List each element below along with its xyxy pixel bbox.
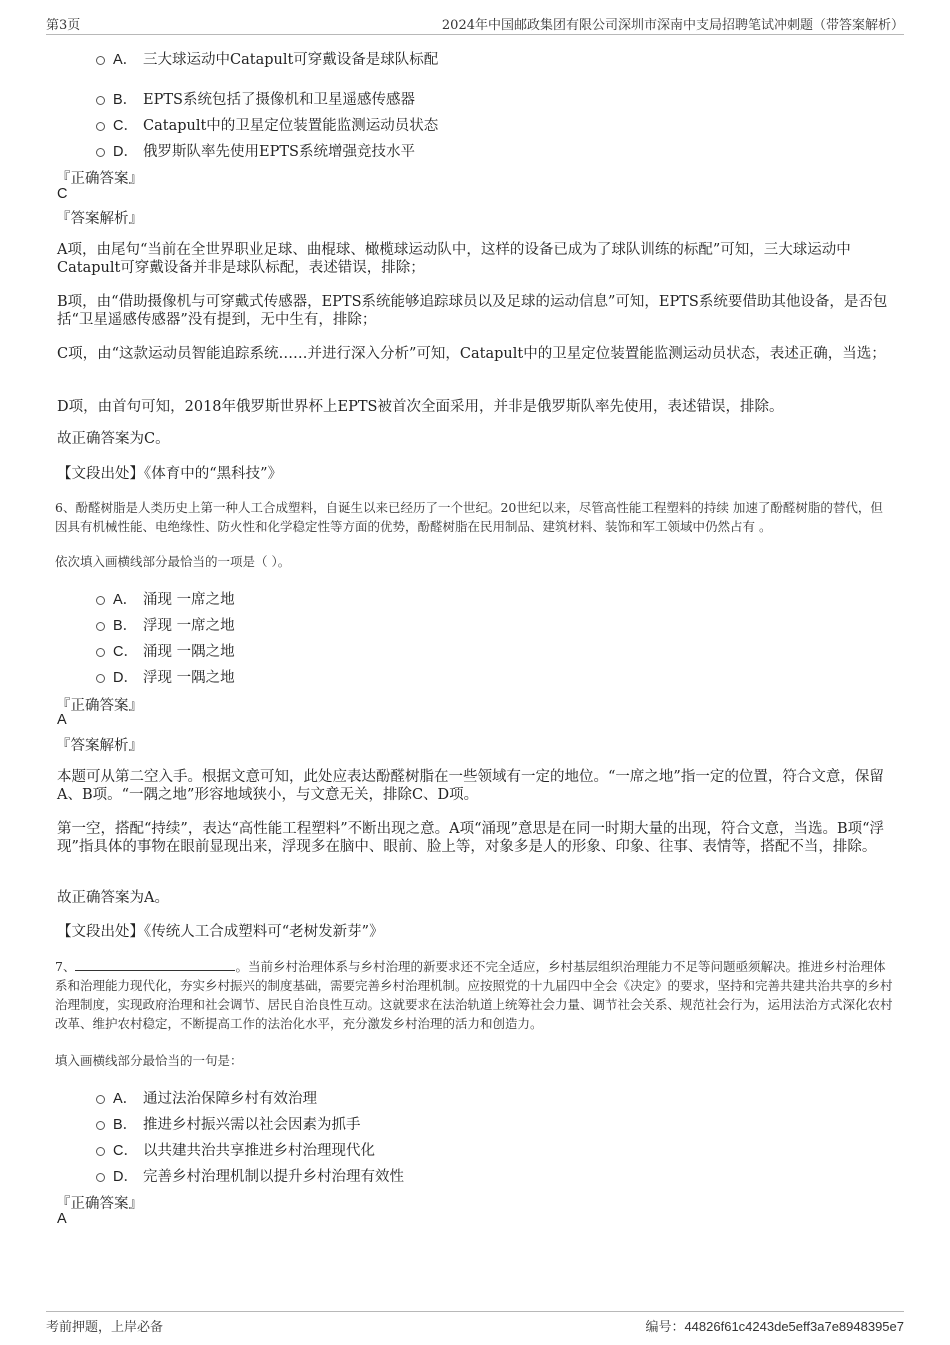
radio-icon[interactable] <box>96 674 105 683</box>
correct-answer-label: 『正确答案』 <box>56 698 143 714</box>
footer-slogan: 考前押题，上岸必备 <box>46 1320 164 1335</box>
question-7-prompt: 填入画横线部分最恰当的一句是： <box>55 1053 243 1068</box>
option-text: 以共建共治共享推进乡村治理现代化 <box>143 1143 375 1159</box>
radio-icon[interactable] <box>96 622 105 631</box>
q6-option-a[interactable]: A． 涌现 一席之地 <box>96 588 235 609</box>
analysis-paragraph: 本题可从第二空入手。根据文意可知，此处应表达酚醛树脂在一些领域有一定的地位。“一席之地”指一定的位置，符合文意，保留A、B项。“一隅之地”形容地域狭小，与文意无关，排除C、D项。 <box>57 769 884 803</box>
analysis-paragraph: 第一空，搭配“持续”，表达“高性能工程塑料”不断出现之意。A项“涌现”意思是在同一时期大量的出现，符合文意，当选。B项“浮现”指具体的事物在眼前显现出来，浮现多在脑中、眼前、脸上等，对象多是人的形象、印象、往事、表情等，搭配不当，排除。 <box>57 821 885 855</box>
fill-blank <box>75 958 235 971</box>
q7-option-c[interactable]: C． 以共建共治共享推进乡村治理现代化 <box>96 1139 375 1160</box>
option-text: 俄罗斯队率先使用EPTS系统增强竞技水平 <box>143 144 415 160</box>
correct-answer: A <box>57 712 67 728</box>
question-number: 7、 <box>55 959 76 974</box>
radio-icon[interactable] <box>96 148 105 157</box>
analysis-paragraph: A项，由尾句“当前在全世界职业足球、曲棍球、橄榄球运动队中，这样的设备已成为了球队训练的标配”可知，三大球运动中Catapult可穿戴设备并非是球队标配，表述错误，排除； <box>57 242 851 276</box>
option-text: 涌现 一席之地 <box>143 592 235 608</box>
option-text: 浮现 一席之地 <box>143 618 235 634</box>
radio-icon[interactable] <box>96 1147 105 1156</box>
option-text: 浮现 一隅之地 <box>143 670 235 686</box>
final-answer: 故正确答案为C。 <box>57 431 170 447</box>
option-text: 推进乡村振兴需以社会因素为抓手 <box>143 1117 361 1133</box>
q5-option-d[interactable]: D． 俄罗斯队率先使用EPTS系统增强竞技水平 <box>96 140 415 161</box>
q7-option-a[interactable]: A． 通过法治保障乡村有效治理 <box>96 1087 317 1108</box>
source-citation: 【文段出处】《体育中的“黑科技”》 <box>57 466 283 482</box>
final-answer: 故正确答案为A。 <box>57 890 169 906</box>
q7-option-d[interactable]: D． 完善乡村治理机制以提升乡村治理有效性 <box>96 1165 404 1186</box>
question-7-text <box>55 957 895 1033</box>
radio-icon[interactable] <box>96 122 105 131</box>
radio-icon[interactable] <box>96 56 105 65</box>
q5-option-c[interactable]: C． Catapult中的卫星定位装置能监测运动员状态 <box>96 114 438 135</box>
option-text: 通过法治保障乡村有效治理 <box>143 1091 317 1107</box>
radio-icon[interactable] <box>96 96 105 105</box>
radio-icon[interactable] <box>96 1095 105 1104</box>
q5-option-b[interactable]: B． EPTS系统包括了摄像机和卫星遥感传感器 <box>96 88 415 109</box>
radio-icon[interactable] <box>96 1173 105 1182</box>
radio-icon[interactable] <box>96 648 105 657</box>
q6-option-b[interactable]: B． 浮现 一席之地 <box>96 614 235 635</box>
correct-answer: C <box>57 186 68 202</box>
question-6-prompt: 依次填入画横线部分最恰当的一项是（ ）。 <box>55 554 291 569</box>
page-header <box>46 14 904 35</box>
source-citation: 【文段出处】《传统人工合成塑料可“老树发新芽”》 <box>57 924 384 940</box>
q6-option-d[interactable]: D． 浮现 一隅之地 <box>96 666 235 687</box>
correct-answer-label: 『正确答案』 <box>56 171 143 187</box>
correct-answer-label: 『正确答案』 <box>56 1196 143 1212</box>
document-id: 编号：44826f61c4243de5eff3a7e8948395e7 <box>645 1319 904 1334</box>
analysis-label: 『答案解析』 <box>56 738 143 754</box>
q6-option-c[interactable]: C． 涌现 一隅之地 <box>96 640 235 661</box>
document-title: 2024年中国邮政集团有限公司深圳市深南中支局招聘笔试冲刺题（带答案解析） <box>441 18 904 33</box>
radio-icon[interactable] <box>96 1121 105 1130</box>
option-text: 完善乡村治理机制以提升乡村治理有效性 <box>143 1169 404 1185</box>
analysis-paragraph: C项，由“这款运动员智能追踪系统……并进行深入分析”可知，Catapult中的卫星定位装置能监测运动员状态，表述正确，当选； <box>57 346 886 362</box>
option-text: 涌现 一隅之地 <box>143 644 235 660</box>
option-text: Catapult中的卫星定位装置能监测运动员状态 <box>143 118 439 134</box>
analysis-label: 『答案解析』 <box>56 211 143 227</box>
page-number: 第3页 <box>46 18 81 33</box>
option-text: 三大球运动中Catapult可穿戴设备是球队标配 <box>143 52 439 68</box>
correct-answer: A <box>57 1211 67 1227</box>
radio-icon[interactable] <box>96 596 105 605</box>
question-6-text: 6、酚醛树脂是人类历史上第一种人工合成塑料，自诞生以来已经历了一个世纪。20世纪以来，尽管高性能工程塑料的持续 加速了酚醛树脂的替代，但因具有机械性能、电绝缘性、防火性和化学稳定性等方面的优势，酚醛树脂在民用制品、建筑材料、装饰和军工领域中仍然占有 。 <box>55 500 883 534</box>
analysis-paragraph: B项，由“借助摄像机与可穿戴式传感器，EPTS系统能够追踪球员以及足球的运动信息”可知，EPTS系统要借助其他设备，是否包括“卫星遥感传感器”没有提到，无中生有，排除； <box>57 294 888 328</box>
q7-option-b[interactable]: B． 推进乡村振兴需以社会因素为抓手 <box>96 1113 361 1134</box>
question-body: 。当前乡村治理体系与乡村治理的新要求还不完全适应，乡村基层组织治理能力不足等问题亟须解决。推进乡村治理体系和治理能力现代化，夯实乡村振兴的制度基础，需要完善乡村治理机制。应按照党的十九届四中全会《决定》的要求，坚持和完善共建共治共享的乡村治理制度，实现政府治理和社会调节、居民自治良性互动。这就要求在法治轨道上统筹社会力量、调节社会关系、规范社会行为，运用法治方式深化农村改革、维护农村稳定，不断提高工作的法治化水平，充分激发乡村治理的活力和创造力。 <box>55 959 893 1031</box>
analysis-paragraph: D项，由首句可知，2018年俄罗斯世界杯上EPTS被首次全面采用，并非是俄罗斯队率先使用，表述错误，排除。 <box>57 399 784 415</box>
page-footer <box>46 1311 904 1336</box>
q5-option-a[interactable]: A． 三大球运动中Catapult可穿戴设备是球队标配 <box>96 48 438 69</box>
option-text: EPTS系统包括了摄像机和卫星遥感传感器 <box>143 92 415 108</box>
